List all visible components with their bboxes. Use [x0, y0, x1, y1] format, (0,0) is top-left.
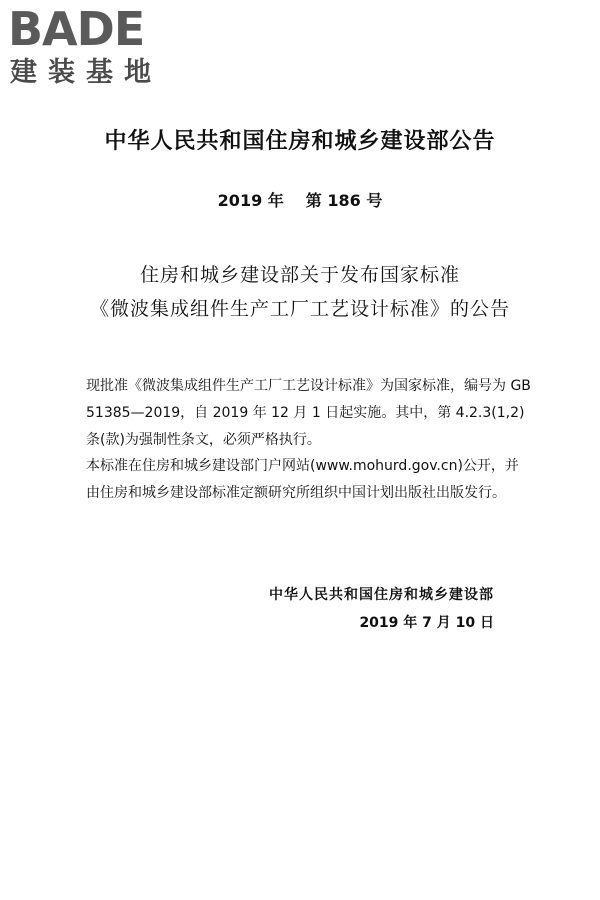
announcement-number [0, 188, 600, 211]
paragraph-text: 现批准《微波集成组件生产工厂工艺设计标准》为国家标准，编号为 GB 51385—2019，自 2019 年 12 月 1 日起实施。其中，第 4.2.3(1,2)条(款)为强制性条文，必须严格执行。 [86, 378, 531, 448]
issuing-organization: 中华人民共和国住房和城乡建设部 [269, 587, 494, 603]
announcement-serial: 第 186 号 [305, 191, 383, 210]
announcement-title-line1: 住房和城乡建设部关于发布国家标准 [139, 264, 460, 286]
paragraph-text: 本标准在住房和城乡建设部门户网站(www.mohurd.gov.cn)公开，并由住房和城乡建设部标准定额研究所组织中国计划出版社出版发行。 [86, 458, 519, 501]
logo-subtitle: 建装基地 [10, 57, 162, 88]
announcement-title-line2: 《微波集成组件生产工厂工艺设计标准》的公告 [89, 298, 510, 320]
body-paragraph-approval [86, 373, 531, 454]
body-paragraph-publication [86, 453, 531, 507]
announcement-year: 2019 年 [217, 191, 284, 210]
bade-logo [8, 2, 178, 98]
logo-wordmark: BADE [8, 2, 145, 56]
ministry-announcement-heading: 中华人民共和国住房和城乡建设部公告 [104, 129, 496, 154]
issue-date: 2019 年 7 月 10 日 [359, 615, 494, 631]
